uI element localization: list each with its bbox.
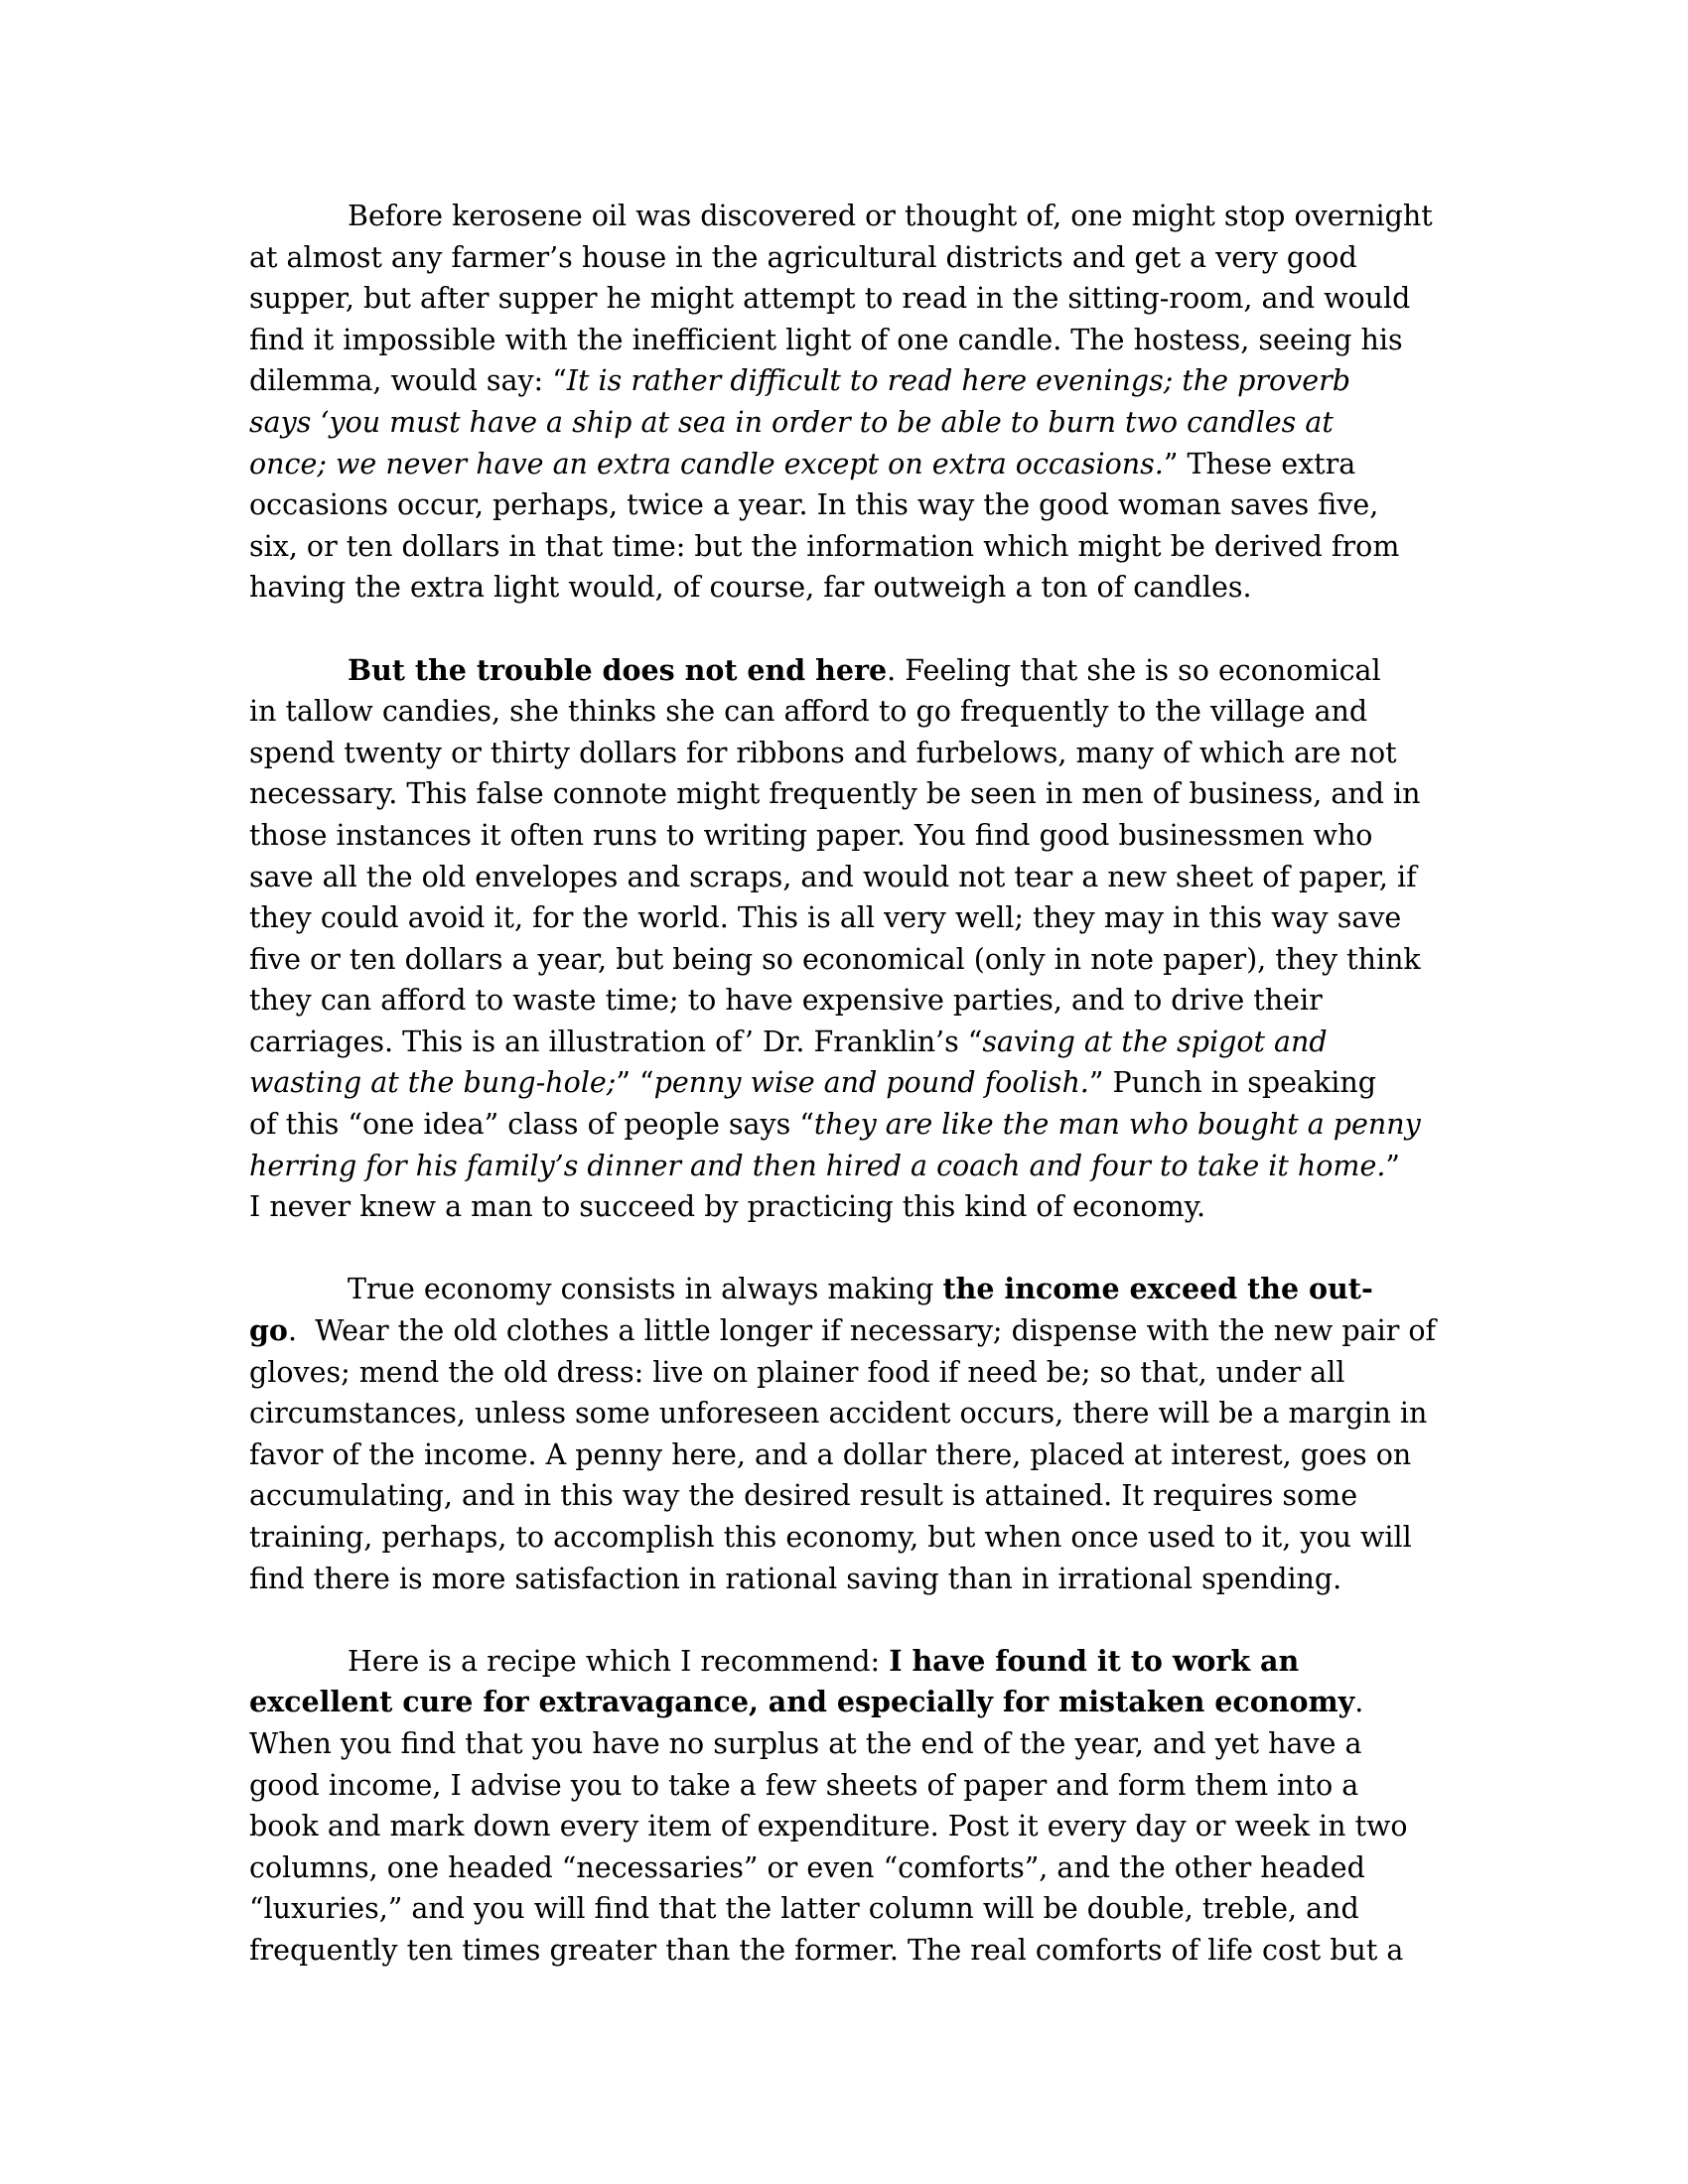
text-run: find there is more satisfaction in rational saving than in irrational spending. bbox=[249, 1562, 1342, 1595]
text-line bbox=[249, 196, 1451, 237]
text-line bbox=[249, 1186, 1451, 1228]
text-run: . bbox=[1354, 1686, 1364, 1719]
text-run: find it impossible with the inefficient light of one candle. The hostess, seeing his bbox=[249, 323, 1403, 356]
text-line bbox=[249, 980, 1451, 1022]
italic-text: saving at the spigot and bbox=[982, 1024, 1328, 1058]
text-run: book and mark down every item of expenditure. Post it every day or week in two bbox=[249, 1810, 1408, 1843]
text-run: save all the old envelopes and scraps, and would not tear a new sheet of paper, if bbox=[249, 860, 1417, 893]
text-run: . Feeling that she is so economical bbox=[887, 653, 1381, 687]
text-line bbox=[249, 1847, 1451, 1889]
text-run: ” Punch in speaking bbox=[1088, 1066, 1376, 1100]
text-line bbox=[249, 1682, 1451, 1723]
italic-text: once; we never have an extra candle except on extra occasions. bbox=[249, 447, 1164, 480]
text-line bbox=[249, 1475, 1451, 1517]
paragraph-1 bbox=[249, 196, 1451, 609]
text-run: training, perhaps, to accomplish this economy, but when once used to it, you will bbox=[249, 1521, 1412, 1554]
text-run: frequently ten times greater than the former. The real comforts of life cost but a bbox=[249, 1933, 1404, 1967]
text-run: six, or ten dollars in that time: but the information which might be derived from bbox=[249, 529, 1400, 563]
paragraph-3 bbox=[249, 1269, 1451, 1599]
text-line bbox=[249, 1104, 1451, 1146]
text-run: favor of the income. A penny here, and a dollar there, placed at interest, goes on bbox=[249, 1437, 1412, 1471]
text-line bbox=[249, 278, 1451, 320]
text-run: occasions occur, perhaps, twice a year. In this way the good woman saves five, bbox=[249, 488, 1379, 522]
bold-text: I have found it to work an bbox=[889, 1643, 1300, 1678]
paragraph-spacer bbox=[249, 1228, 1451, 1270]
text-run: they could avoid it, for the world. This is all very well; they may in this way save bbox=[249, 901, 1402, 935]
bold-text: But the trouble does not end here bbox=[348, 652, 888, 687]
text-line bbox=[249, 939, 1451, 981]
text-line bbox=[249, 1559, 1451, 1600]
text-line bbox=[249, 567, 1451, 609]
text-line bbox=[249, 360, 1451, 402]
text-run: ” “ bbox=[616, 1066, 654, 1100]
text-run: Before kerosene oil was discovered or thought of, one might stop overnight bbox=[348, 200, 1433, 232]
paragraph-4 bbox=[249, 1641, 1451, 1972]
bold-text: the income exceed the out- bbox=[942, 1272, 1373, 1306]
text-line bbox=[249, 1352, 1451, 1394]
italic-text: they are like the man who bought a penny bbox=[813, 1108, 1421, 1142]
italic-text: It is rather difficult to read here evenings; the proverb bbox=[566, 364, 1350, 398]
text-line bbox=[249, 526, 1451, 568]
text-run: good income, I advise you to take a few sheets of paper and form them into a bbox=[249, 1768, 1359, 1802]
text-line bbox=[249, 1022, 1451, 1063]
text-run: carriages. This is an illustration of’ Dr. Franklin’s “ bbox=[249, 1024, 983, 1058]
text-run: Here is a recipe which I recommend: bbox=[348, 1644, 890, 1678]
text-line bbox=[249, 1765, 1451, 1807]
paragraph-spacer bbox=[249, 609, 1451, 650]
text-run: in tallow candies, she thinks she can afford to go frequently to the village and bbox=[249, 695, 1368, 729]
italic-text: penny wise and pound foolish. bbox=[653, 1066, 1089, 1100]
body-text bbox=[249, 196, 1451, 1972]
text-run: True economy consists in always making bbox=[348, 1273, 943, 1306]
text-run: ” bbox=[1385, 1149, 1400, 1182]
text-line bbox=[249, 773, 1451, 815]
text-line bbox=[249, 1146, 1451, 1187]
text-line bbox=[249, 237, 1451, 279]
text-run: at almost any farmer’s house in the agricultural districts and get a very good bbox=[249, 240, 1357, 274]
text-line bbox=[249, 691, 1451, 733]
text-run: of this “one idea” class of people says “ bbox=[249, 1108, 814, 1142]
text-run: those instances it often runs to writing paper. You find good businessmen who bbox=[249, 818, 1373, 852]
text-line bbox=[249, 733, 1451, 774]
text-line bbox=[249, 1806, 1451, 1847]
paragraph-2 bbox=[249, 650, 1451, 1228]
text-run: accumulating, and in this way the desired result is attained. It requires some bbox=[249, 1479, 1358, 1513]
text-run: spend twenty or thirty dollars for ribbons and furbelows, many of which are not bbox=[249, 736, 1397, 769]
text-run: supper, but after supper he might attempt to read in the sitting-room, and would bbox=[249, 282, 1411, 316]
text-run: gloves; mend the old dress: live on plainer food if need be; so that, under all bbox=[249, 1355, 1345, 1389]
text-line bbox=[249, 1393, 1451, 1434]
text-run: five or ten dollars a year, but being so economical (only in note paper), they think bbox=[249, 942, 1421, 976]
text-run: ” These extra bbox=[1163, 447, 1356, 480]
text-line bbox=[249, 1930, 1451, 1972]
text-run: . Wear the old clothes a little longer if necessary; dispense with the new pair of bbox=[287, 1314, 1437, 1348]
text-run: “luxuries,” and you will find that the latter column will be double, treble, and bbox=[249, 1892, 1359, 1926]
italic-text: wasting at the bung-hole; bbox=[249, 1066, 617, 1100]
text-run: circumstances, unless some unforeseen accident occurs, there will be a margin in bbox=[249, 1397, 1428, 1431]
text-run: they can afford to waste time; to have expensive parties, and to drive their bbox=[249, 984, 1323, 1018]
text-line bbox=[249, 1517, 1451, 1559]
bold-text: go bbox=[249, 1313, 288, 1348]
text-run: necessary. This false connote might frequently be seen in men of business, and in bbox=[249, 777, 1421, 811]
text-line bbox=[249, 1888, 1451, 1930]
bold-text: excellent cure for extravagance, and especially for mistaken economy bbox=[249, 1685, 1355, 1719]
italic-text: says ‘you must have a ship at sea in order to be able to burn two candles at bbox=[249, 405, 1334, 439]
text-run: having the extra light would, of course, far outweigh a ton of candles. bbox=[249, 571, 1252, 605]
text-line bbox=[249, 484, 1451, 526]
text-run: dilemma, would say: “ bbox=[249, 364, 567, 398]
text-line bbox=[249, 1310, 1451, 1352]
text-line bbox=[249, 1269, 1451, 1310]
text-line bbox=[249, 897, 1451, 939]
text-line bbox=[249, 1641, 1451, 1683]
text-line bbox=[249, 1723, 1451, 1765]
text-line bbox=[249, 1434, 1451, 1476]
italic-text: herring for his family’s dinner and then hired a coach and four to take it home. bbox=[249, 1149, 1386, 1182]
text-run: I never knew a man to succeed by practicing this kind of economy. bbox=[249, 1190, 1206, 1224]
text-line bbox=[249, 320, 1451, 361]
text-line bbox=[249, 444, 1451, 485]
text-run: columns, one headed “necessaries” or even “comforts”, and the other headed bbox=[249, 1850, 1365, 1884]
text-line bbox=[249, 857, 1451, 898]
text-run: When you find that you have no surplus at the end of the year, and yet have a bbox=[249, 1726, 1362, 1760]
text-line bbox=[249, 815, 1451, 857]
paragraph-spacer bbox=[249, 1599, 1451, 1641]
text-line bbox=[249, 402, 1451, 444]
text-line bbox=[249, 650, 1451, 692]
text-line bbox=[249, 1062, 1451, 1104]
